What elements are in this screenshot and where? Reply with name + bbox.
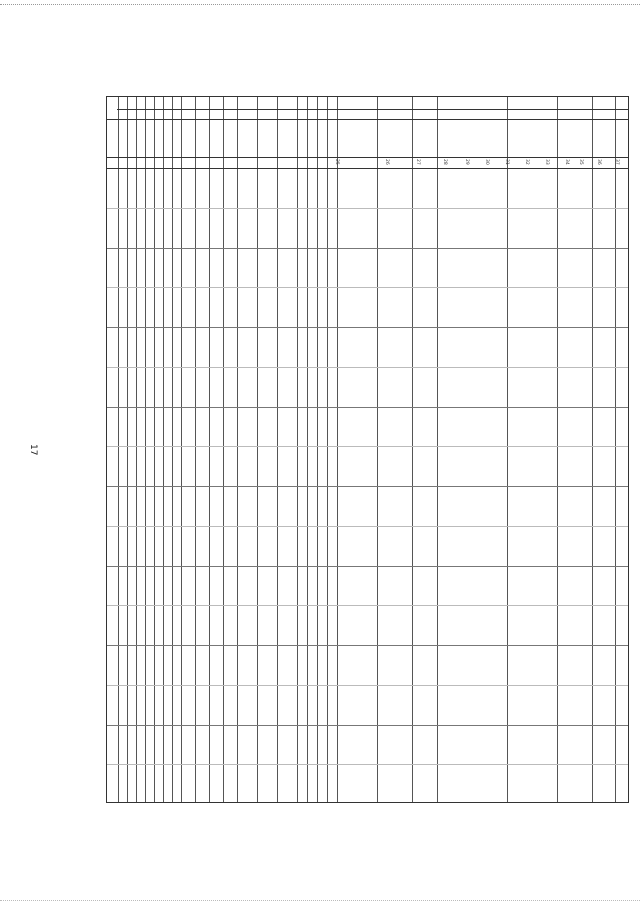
table-row-line: [107, 566, 628, 567]
column-number: 36: [596, 159, 601, 165]
column-number: 32: [524, 159, 529, 165]
table-row-line: [107, 645, 628, 646]
table-column-line: [127, 97, 128, 802]
table-column-line: [437, 97, 438, 802]
table-column-line: [412, 97, 413, 802]
table-column-line: [337, 97, 338, 802]
table-column-line: [317, 97, 318, 802]
column-number: 25: [334, 159, 339, 165]
scan-edge-bottom: [0, 900, 640, 905]
row-name: [341, 569, 377, 603]
table-column-line: [615, 97, 616, 802]
row-name: [341, 290, 377, 324]
table-column-line: [592, 97, 593, 802]
program-table: [106, 96, 629, 803]
column-number: 37: [614, 159, 619, 165]
page-number: 17: [28, 444, 38, 456]
scan-edge-top: [0, 0, 640, 5]
row-name: [341, 767, 377, 801]
table-column-line: [163, 97, 164, 802]
table-column-line: [327, 97, 328, 802]
table-row-line: [107, 725, 628, 726]
table-column-line: [507, 97, 508, 802]
table-column-line: [136, 97, 137, 802]
column-number: 33: [544, 159, 549, 165]
column-number: 28: [442, 159, 447, 165]
table-column-line: [154, 97, 155, 802]
column-number: 26: [384, 159, 389, 165]
row-name: [341, 608, 377, 642]
table-row-line: [107, 605, 628, 606]
row-name: [341, 211, 377, 245]
table-column-line: [223, 97, 224, 802]
row-name: [341, 529, 377, 563]
table-column-line: [181, 97, 182, 802]
row-name: [341, 251, 377, 285]
header-separator: [107, 168, 628, 169]
table-column-line: [297, 97, 298, 802]
row-name: [341, 410, 377, 444]
column-number: 27: [415, 159, 420, 165]
row-name: [341, 688, 377, 722]
table-row-line: [107, 327, 628, 328]
table-row-line: [107, 446, 628, 447]
table-row-line: [107, 367, 628, 368]
column-number: 34: [564, 159, 569, 165]
row-name: [341, 449, 377, 483]
table-column-line: [209, 97, 210, 802]
table-row-line: [107, 764, 628, 765]
row-name: [341, 370, 377, 404]
table-column-line: [118, 97, 119, 802]
table-column-line: [195, 97, 196, 802]
table-column-line: [237, 97, 238, 802]
row-name: [341, 489, 377, 523]
table-row-line: [107, 287, 628, 288]
column-number: 35: [578, 159, 583, 165]
header-separator: [107, 157, 628, 158]
table-column-line: [172, 97, 173, 802]
row-name: [341, 171, 377, 205]
column-number: 30: [484, 159, 489, 165]
table-row-line: [107, 407, 628, 408]
header-separator: [117, 109, 628, 110]
table-column-line: [145, 97, 146, 802]
table-column-line: [277, 97, 278, 802]
header-separator: [107, 119, 628, 120]
table-column-line: [557, 97, 558, 802]
table-column-line: [307, 97, 308, 802]
column-number: 31: [504, 159, 509, 165]
row-name: [341, 728, 377, 762]
table-row-line: [107, 685, 628, 686]
row-name: [341, 648, 377, 682]
table-row-line: [107, 526, 628, 527]
row-name: [341, 330, 377, 364]
table-column-line: [257, 97, 258, 802]
table-row-line: [107, 486, 628, 487]
table-column-line: [377, 97, 378, 802]
column-number: 29: [464, 159, 469, 165]
table-row-line: [107, 208, 628, 209]
table-row-line: [107, 248, 628, 249]
